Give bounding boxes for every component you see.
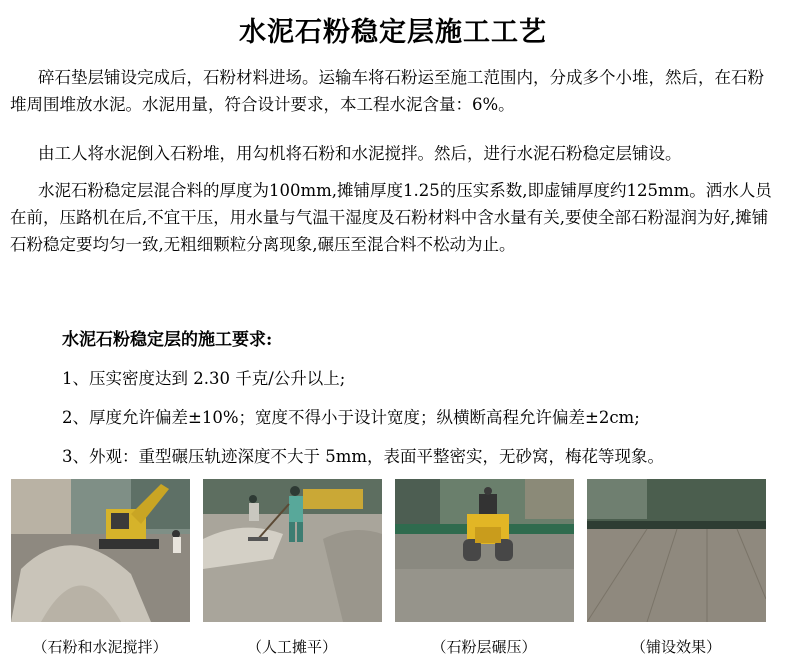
- paragraph-delivery: 碎石垫层铺设完成后，石粉材料进场。运输车将石粉运至施工范围内，分成多个小堆，然后，在石粉堆周围堆放水泥。水泥用量，符合设计要求，本工程水泥含量：6%。: [10, 68, 764, 114]
- photo-rolling: [395, 479, 574, 622]
- paragraph-thickness: 水泥石粉稳定层混合料的厚度为100mm,摊铺厚度1.25的压实系数,即虚铺厚度约125mm。洒水人员在前，压路机在后,不宜干压，用水量与气温干湿度及石粉材料中含水量有关,要使全部石粉湿润为好,摊铺石粉稳定要均匀一致,无粗细颗粒分离现象,碾压至混合料不松动为止。: [10, 181, 772, 254]
- photo-caption-result: （铺设效果）: [630, 638, 721, 656]
- photo-caption-leveling: （人工摊平）: [246, 638, 337, 656]
- document-title: 水泥石粉稳定层施工工艺: [239, 17, 547, 48]
- photo-caption-rolling: （石粉层碾压）: [431, 638, 537, 656]
- photo-mixing: [11, 479, 190, 622]
- photo-leveling: [203, 479, 382, 622]
- requirements-heading: 水泥石粉稳定层的施工要求:: [62, 330, 273, 350]
- paragraph-mixing: 由工人将水泥倒入石粉堆，用勾机将石粉和水泥搅拌。然后，进行水泥石粉稳定层铺设。: [38, 144, 682, 163]
- requirement-item-appearance: 3、外观：重型碾压轨迹深度不大于 5mm，表面平整密实，无砂窝，梅花等现象。: [62, 447, 665, 466]
- requirement-item-density: 1、压实密度达到 2.30 千克/公升以上;: [62, 369, 346, 388]
- requirement-item-tolerance: 2、厚度允许偏差±10%；宽度不得小于设计宽度；纵横断高程允许偏差±2cm;: [62, 408, 640, 427]
- photo-caption-mixing: （石粉和水泥搅拌）: [32, 638, 168, 656]
- photo-result: [587, 479, 766, 622]
